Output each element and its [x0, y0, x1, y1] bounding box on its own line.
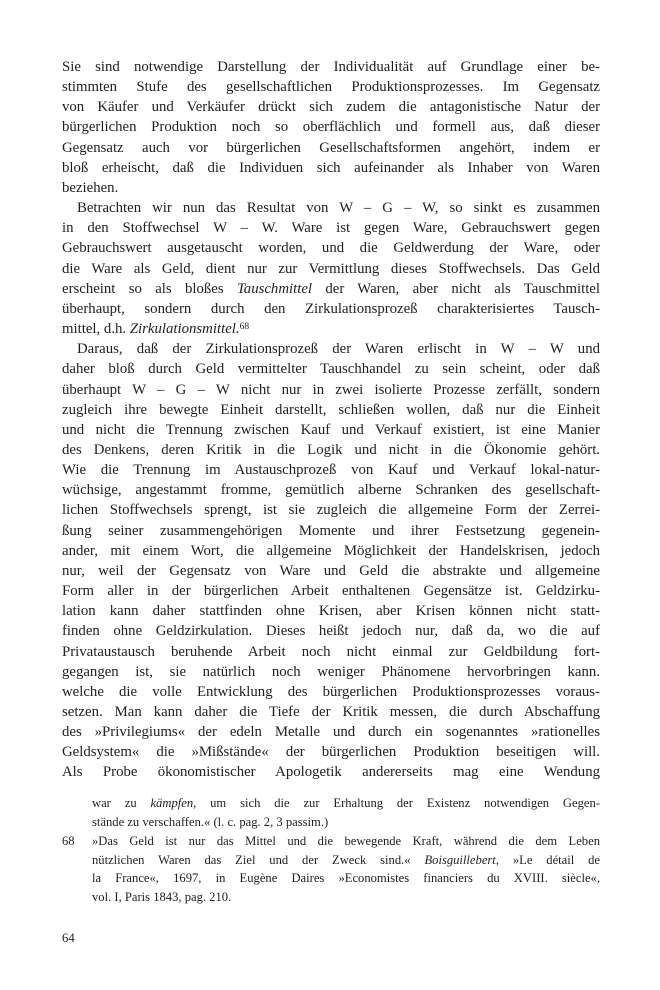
text-line: erscheint so als bloßes Tauschmittel der Waren, aber nicht als Tauschmittel	[62, 280, 600, 297]
text-line: war zu kämpfen, um sich die zur Erhaltung der Existenz notwendigen Gegen-	[92, 796, 600, 810]
text-line: des Denkens, deren Kritik in die Logik und nicht in die Ökonomie gehört.	[62, 441, 600, 458]
page-number: 64	[62, 931, 75, 945]
text-line: nützlichen Waren das Ziel und der Zweck sind.« Boisguillebert, »Le détail de	[92, 852, 600, 867]
emphasized-text: Boisguillebert	[424, 852, 496, 867]
text-line: Wie die Trennung im Austauschprozeß von Kauf und Verkauf lokal-natur-	[62, 462, 600, 479]
text-line: die Ware als Geld, dient nur zur Vermittlung dieses Stoffwechsels. Das Geld	[62, 260, 600, 277]
text-line: daher bloß durch Geld vermittelter Tauschhandel zu sein scheint, oder daß	[62, 361, 600, 378]
text-line: überhaupt, sondern durch den Zirkulationsprozeß charakterisiertes Tausch-	[62, 300, 600, 317]
footnote	[62, 832, 600, 906]
text-line: lichen Stoffwechsels sprengt, ist sie zugleich die allgemeine Form der Zerrei-	[62, 502, 600, 519]
text-line: Gegensatz auch vor bürgerlichen Gesellschaftsformen angehört, indem er	[62, 139, 600, 156]
text-line: vol. I, Paris 1843, pag. 210.	[92, 889, 232, 904]
footnote-text	[92, 794, 600, 831]
text-line: wüchsige, angestammt fromme, gemütlich alberne Schranken des gesellschaft-	[62, 482, 600, 499]
text-line: zugleich ihre bewegte Einheit darstellt, schließen wollen, daß nur die Einheit	[62, 401, 600, 418]
footnote-reference: 68	[239, 321, 250, 332]
footnote-text	[92, 832, 600, 906]
footnotes-section	[62, 794, 600, 907]
paragraph	[62, 57, 600, 198]
paragraph	[62, 339, 600, 782]
text-line: des »Privilegiums« der edeln Metalle und durch ein sogenanntes »rationelles	[62, 724, 600, 741]
footnote	[62, 794, 600, 831]
text-line: Geldsystem« die »Mißstände« der bürgerlichen Produktion beseitigen will.	[62, 744, 600, 761]
text-line: Daraus, daß der Zirkulationsprozeß der Waren erlischt in W – W und	[77, 341, 600, 358]
text-line: mittel, d.h. Zirkulationsmittel.$^{68}$	[62, 321, 250, 338]
text-line: finden ohne Geldzirkulation. Dieses heißt jedoch nur, daß da, wo die auf	[62, 623, 600, 640]
text-line: bloß erheischt, daß die Individuen sich aufeinander als Inhaber von Waren	[62, 159, 600, 176]
text-line: »Das Geld ist nur das Mittel und die bewegende Kraft, während die dem Leben	[92, 834, 600, 849]
text-line: lation kann daher stattfinden ohne Krisen, aber Krisen können nicht statt-	[62, 603, 600, 620]
text-line: Sie sind notwendige Darstellung der Individualität auf Grundlage einer be-	[62, 59, 600, 75]
body-text	[62, 57, 600, 783]
text-line: überhaupt W – G – W nicht nur in zwei isolierte Prozesse zerfällt, sondern	[62, 381, 600, 398]
text-line: Gebrauchswert ausgetauscht worden, und die Geldwerdung der Ware, oder	[62, 240, 600, 257]
text-line: ander, mit einem Wort, die allgemeine Möglichkeit der Handelskrisen, jedoch	[62, 542, 600, 559]
text-line: stände zu verschaffen.« (l. c. pag. 2, 3 passim.)	[92, 814, 329, 829]
text-line: welche die volle Entwicklung des bürgerlichen Produktionsprozesses voraus-	[62, 683, 600, 700]
text-line: und nicht die Trennung zwischen Kauf und Verkauf existiert, ist eine Manier	[62, 421, 600, 438]
text-line: setzen. Man kann daher die Tiefe der Kritik messen, die durch Abschaffung	[62, 704, 600, 720]
text-line: nur, weil der Gegensatz von Ware und Geld die abstrakte und allgemeine	[62, 562, 600, 579]
text-line: Als Probe ökonomistischer Apologetik andererseits mag eine Wendung	[62, 764, 600, 781]
text-line: Form aller in der bürgerlichen Arbeit enthaltenen Gegensätze ist. Geldzirku-	[62, 583, 600, 600]
emphasized-text: kämpfen	[150, 796, 194, 810]
emphasized-text: Zirkulationsmittel.	[129, 321, 240, 338]
emphasized-text: Tauschmittel	[236, 280, 313, 297]
footnote-number: 68	[62, 834, 75, 849]
text-line: Privataustausch beruhende Arbeit noch nicht einmal zur Geldbildung fort-	[62, 643, 600, 660]
text-line: von Käufer und Verkäufer drückt sich zudem die antagonistische Natur der	[62, 99, 600, 116]
paragraph	[62, 198, 600, 339]
text-line: bürgerlichen Produktion noch so oberflächlich und formell aus, daß dieser	[62, 119, 600, 136]
text-line: la France«, 1697, in Eugène Daires »Economistes financiers du XVIII. siècle«,	[92, 871, 600, 886]
text-line: stimmten Stufe des gesellschaftlichen Produktionsprozesses. Im Gegensatz	[62, 79, 600, 96]
text-line: beziehen.	[62, 179, 119, 196]
text-line: gegangen ist, sie natürlich noch weniger Phänomene hervorbringen kann.	[62, 663, 600, 680]
text-line: Betrachten wir nun das Resultat von W – G – W, so sinkt es zusammen	[77, 200, 600, 217]
text-line: in den Stoffwechsel W – W. Ware ist gegen Ware, Gebrauchswert gegen	[62, 220, 600, 237]
text-line: ßung seiner zusammengehörigen Momente und ihrer Festsetzung gegenein-	[62, 522, 600, 539]
